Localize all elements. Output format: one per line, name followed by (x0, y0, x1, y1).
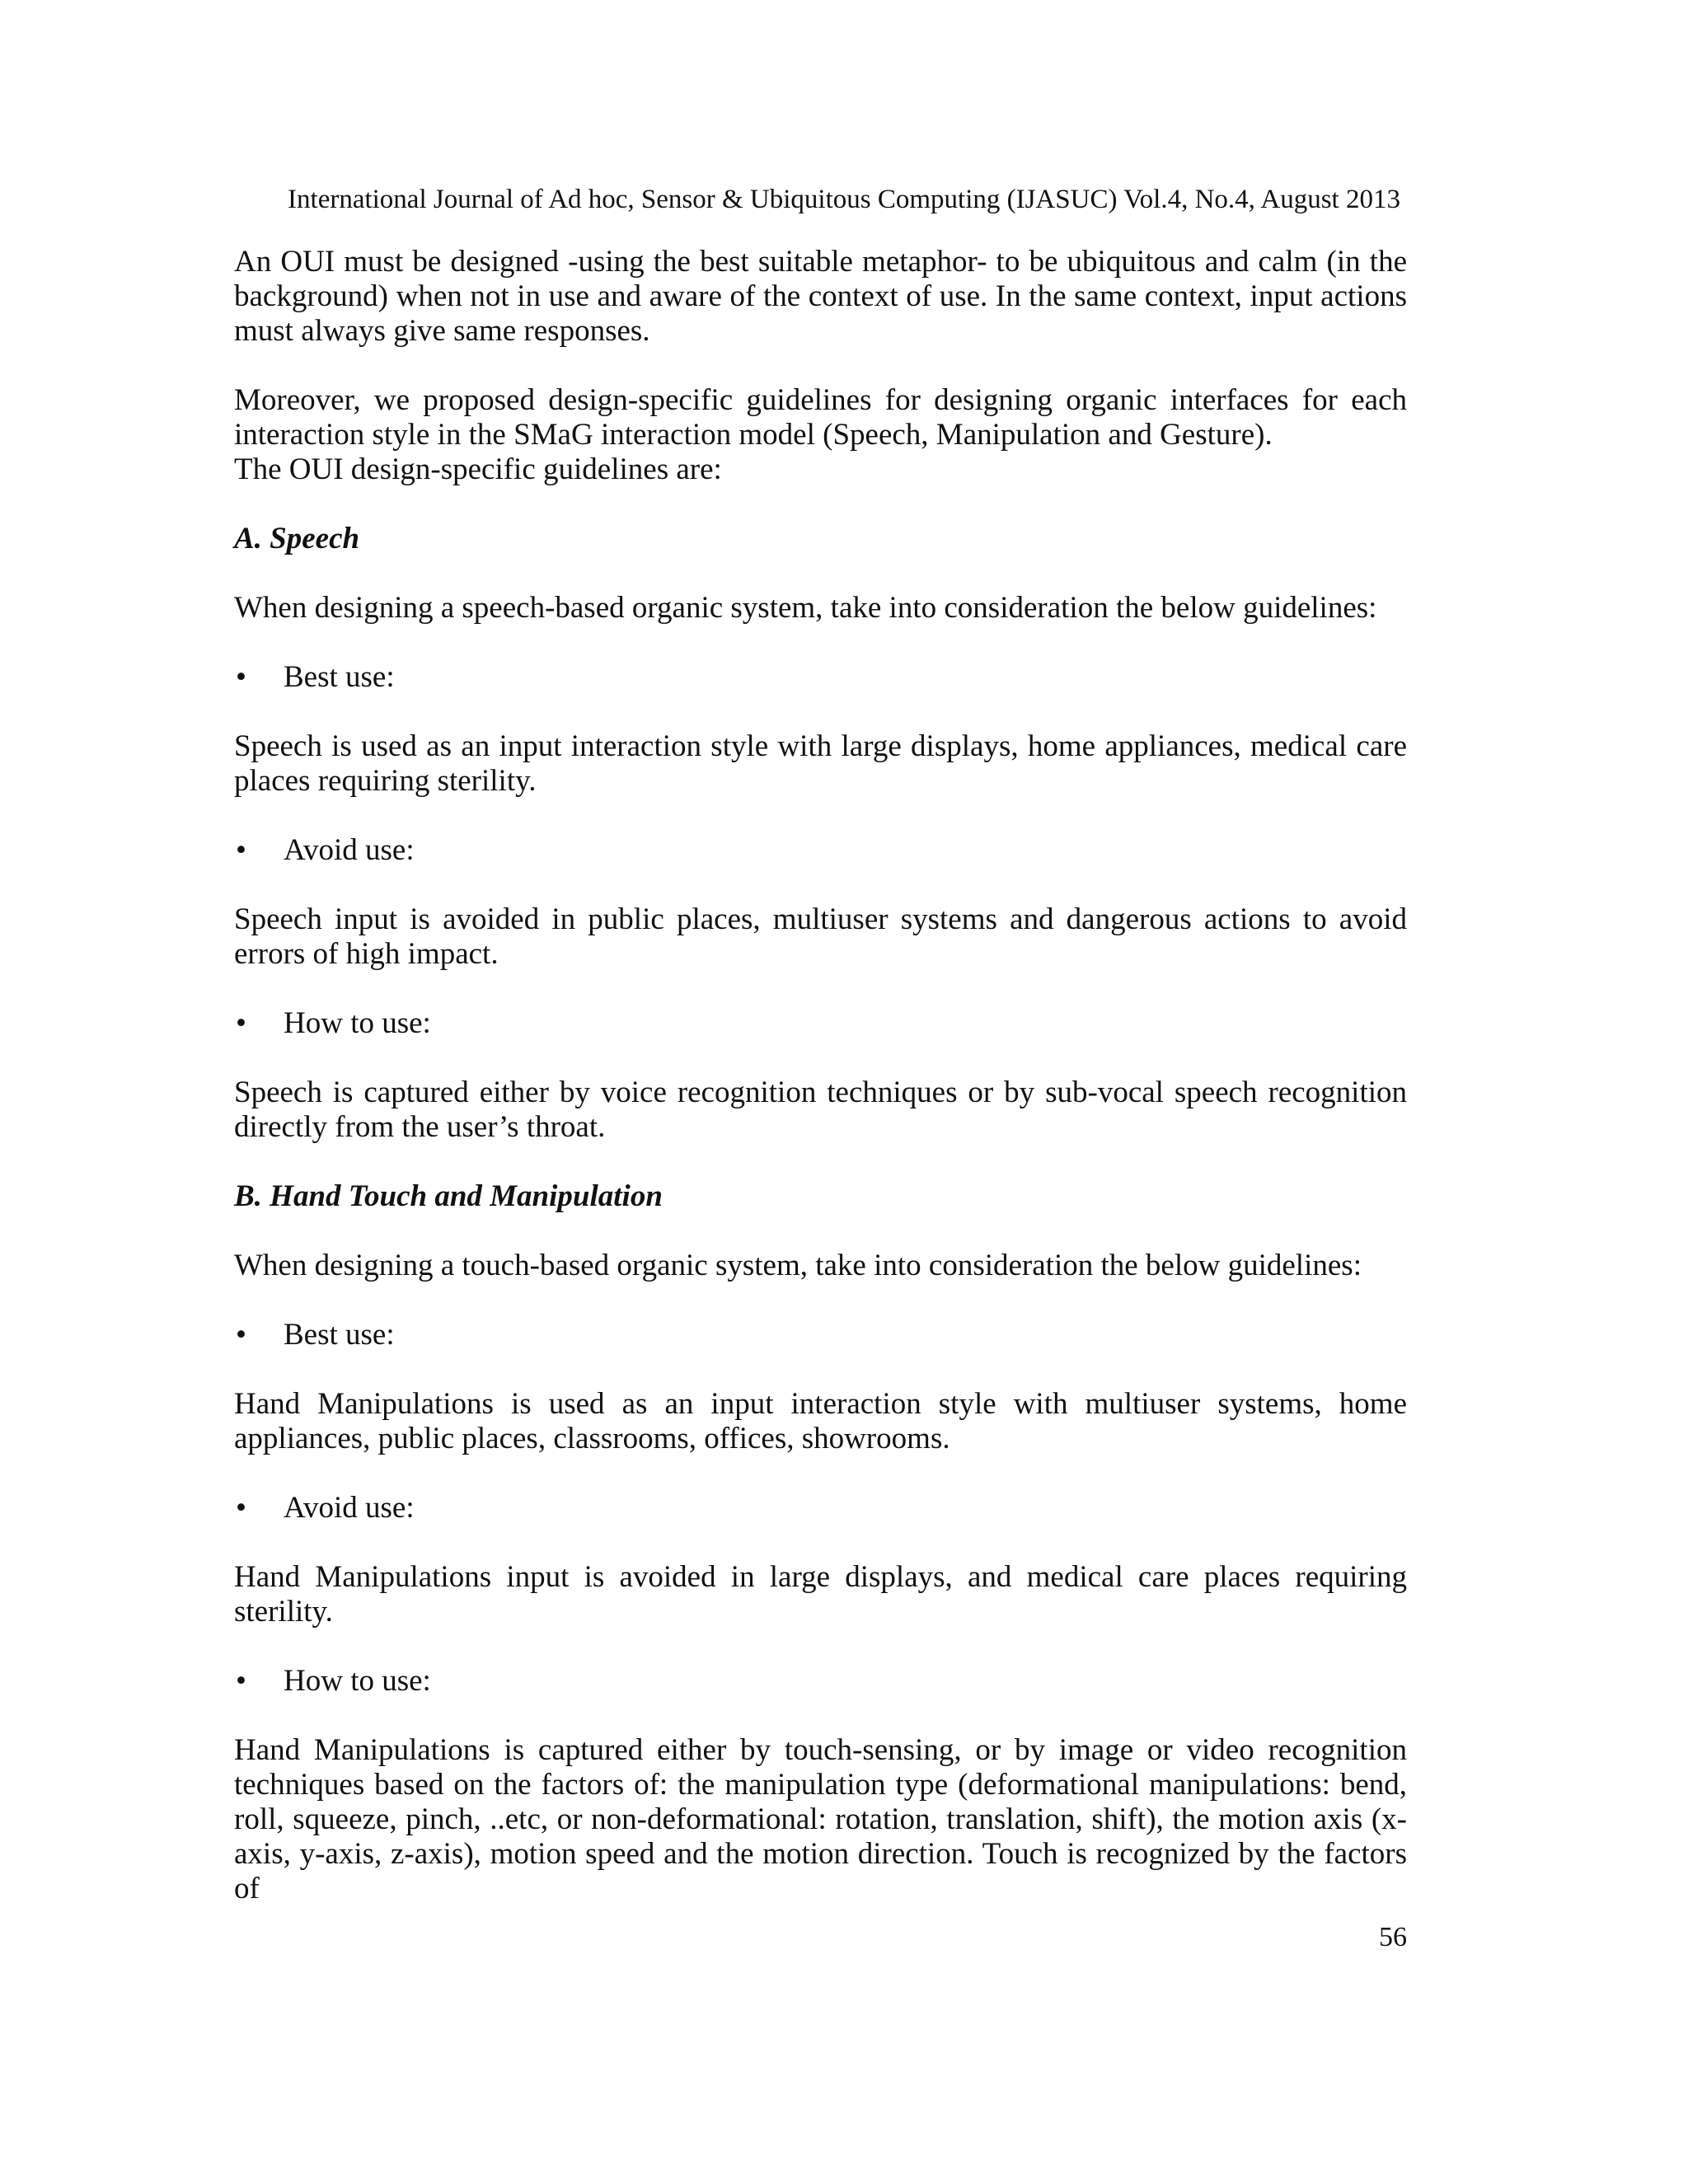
bullet-item-touch-how-to-use (234, 1664, 1407, 1699)
bullet-label: Avoid use: (284, 833, 415, 867)
running-header: International Journal of Ad hoc, Sensor & Ubiquitous Computing (IJASUC) Vol.4, No.4, August 2013 (288, 185, 1400, 214)
bullet-item-speech-how-to-use (234, 1006, 1407, 1041)
speech-how-to-use-text: Speech is captured either by voice recognition techniques or by sub-vocal speech recognition directly from the user’s throat. (234, 1076, 1407, 1144)
speech-intro: When designing a speech-based organic system, take into consideration the below guidelines: (234, 591, 1377, 625)
paragraph-oui-design: An OUI must be designed -using the best suitable metaphor- to be ubiquitous and calm (in the background) when not in use and aware of the context of use. In the same context, input actions must always give same responses. (234, 245, 1407, 348)
bullet-item-speech-best-use (234, 660, 1407, 695)
touch-intro: When designing a touch-based organic system, take into consideration the below guidelines: (234, 1249, 1362, 1282)
speech-avoid-use-text: Speech input is avoided in public places, multiuser systems and dangerous actions to avoid errors of high impact. (234, 902, 1407, 971)
paragraph-design-guidelines: Moreover, we proposed design-specific guidelines for designing organic interfaces for each interaction style in the SMaG interaction model (Speech, Manipulation and Gesture). (234, 383, 1407, 452)
bullet-label: Avoid use: (284, 1491, 415, 1525)
article-body (234, 245, 1407, 1906)
touch-best-use-text: Hand Manipulations is used as an input interaction style with multiuser systems, home appliances, public places, classrooms, offices, showrooms. (234, 1387, 1407, 1455)
bullet-label: Best use: (284, 1318, 395, 1352)
section-heading-speech: A. Speech (234, 522, 360, 555)
touch-avoid-use-text: Hand Manipulations input is avoided in large displays, and medical care places requiring sterility. (234, 1560, 1407, 1629)
page-number: 56 (1379, 1922, 1407, 1952)
paragraph-guidelines-intro: The OUI design-specific guidelines are: (234, 452, 722, 486)
bullet-icon: • (236, 833, 246, 867)
bullet-icon: • (236, 1491, 246, 1525)
bullet-item-touch-avoid-use (234, 1491, 1407, 1526)
bullet-icon: • (236, 1006, 246, 1040)
section-heading-hand-touch: B. Hand Touch and Manipulation (234, 1179, 663, 1213)
touch-how-to-use-text: Hand Manipulations is captured either by touch-sensing, or by image or video recognition techniques based on the factors of: the manipulation type (deformational manipulations: bend, roll, squeeze, pinch, ..etc, or non-deformational: rotation, translation, shift), the motion axis (x-axis, y-axis, z-axis), motion speed and the motion direction. Touch is recognized by the factors of (234, 1733, 1407, 1905)
bullet-icon: • (236, 660, 246, 694)
bullet-icon: • (236, 1318, 246, 1352)
bullet-label: Best use: (284, 660, 395, 694)
bullet-item-touch-best-use (234, 1318, 1407, 1352)
bullet-label: How to use: (284, 1006, 431, 1040)
speech-best-use-text: Speech is used as an input interaction style with large displays, home appliances, medical care places requiring sterility. (234, 729, 1407, 798)
bullet-label: How to use: (284, 1664, 431, 1698)
bullet-icon: • (236, 1664, 246, 1698)
bullet-item-speech-avoid-use (234, 833, 1407, 868)
